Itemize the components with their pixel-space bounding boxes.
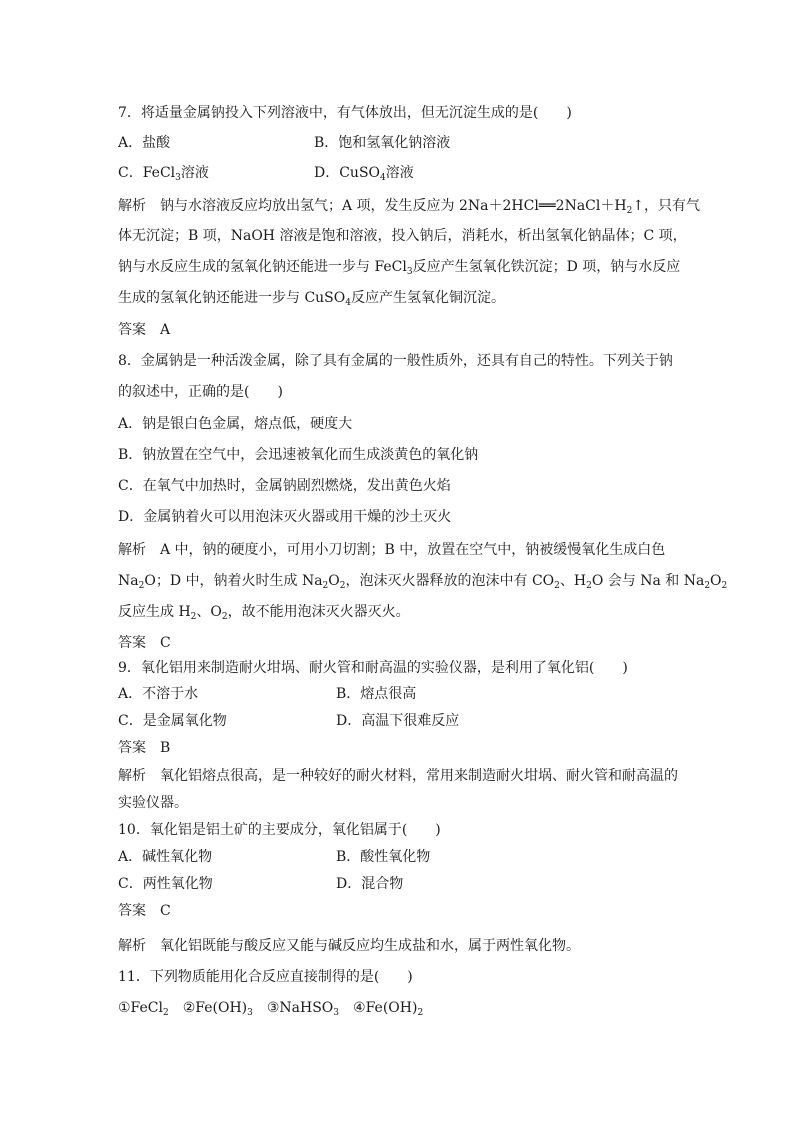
q8-stem-line2: 的叙述中，正确的是( ) xyxy=(118,384,283,400)
explanation-label: 解析 xyxy=(118,542,146,558)
q8-option-b: B．钠放置在空气中，会迅速被氧化而生成淡黄色的氧化钠 xyxy=(118,447,479,463)
q9-option-b: B．熔点很高 xyxy=(336,686,417,702)
q7-option-b: B．饱和氢氧化钠溶液 xyxy=(314,135,451,151)
answer-label: 答案 xyxy=(118,740,146,756)
q11-item-1: ①FeCl$_2$ xyxy=(118,1000,169,1018)
explanation-label: 解析 xyxy=(118,768,146,784)
q8-option-d: D．金属钠着火可以用泡沫灭火器或用干燥的沙土灭火 xyxy=(118,509,452,525)
q9-option-d: D．高温下很难反应 xyxy=(336,713,460,729)
q7-stem: 7．将适量金属钠投入下列溶液中，有气体放出，但无沉淀生成的是( ) xyxy=(118,105,572,121)
answer-label: 答案 xyxy=(118,903,146,919)
answer-label: 答案 xyxy=(118,322,146,338)
q10-option-b: B．酸性氧化物 xyxy=(336,849,431,865)
answer-label: 答案 xyxy=(118,635,146,651)
q8-option-a: A．钠是银白色金属，熔点低，硬度大 xyxy=(118,416,353,432)
q10-answer: 答案 C xyxy=(118,903,171,919)
q7-explanation-line1: 解析 钠与水溶液反应均放出氢气；A 项，发生反应为 $2Na+2HCl══2NaCl+H_2↑$，只有气 xyxy=(118,198,701,216)
q8-option-c: C．在氧气中加热时，金属钠剧烈燃烧，发出黄色火焰 xyxy=(118,478,451,494)
q8-explanation-line3: 反应生成 $H_2$、$O_2$，故不能用泡沫灭火器灭火。 xyxy=(118,604,410,622)
q11-item-3: ③NaHSO$_3$ xyxy=(266,1000,340,1018)
q10-explanation: 解析 氧化铝既能与酸反应又能与碱反应均生成盐和水，属于两性氧化物。 xyxy=(118,938,580,954)
q9-option-a: A．不溶于水 xyxy=(118,686,199,702)
explanation-label: 解析 xyxy=(118,198,146,214)
q9-stem: 9．氧化铝用来制造耐火坩埚、耐火管和耐高温的实验仪器，是利用了氧化铝( ) xyxy=(118,660,628,676)
q7-option-c: C．FeCl$_3$溶液 xyxy=(118,165,209,183)
q10-option-d: D．混合物 xyxy=(336,876,404,892)
q11-stem: 11．下列物质能用化合反应直接制得的是( ) xyxy=(118,969,413,985)
q7-answer: 答案 A xyxy=(118,322,171,338)
q7-explanation-line4: 生成的氢氧化钠还能进一步与 CuSO$_4$反应产生氢氧化铜沉淀。 xyxy=(118,290,505,308)
q11-item-4: $④Fe(OH)_2$ xyxy=(353,1000,424,1018)
q9-answer: 答案 B xyxy=(118,740,171,756)
q10-option-a: A．碱性氧化物 xyxy=(118,849,213,865)
q11-options xyxy=(118,998,423,1018)
q7-option-a: A．盐酸 xyxy=(118,135,171,151)
q7-explanation-line2: 体无沉淀；B 项，NaOH 溶液是饱和溶液，投入钠后，消耗水，析出氢氧化钠晶体；C 项， xyxy=(118,228,687,244)
explanation-label: 解析 xyxy=(118,938,146,954)
q11-item-2: $②Fe(OH)_3$ xyxy=(182,1000,253,1018)
q7-explanation-line3: 钠与水反应生成的氢氧化钠还能进一步与 FeCl$_3$反应产生氢氧化铁沉淀；D 项，钠与水反应 xyxy=(118,259,681,277)
q10-stem: 10．氧化铝是铝土矿的主要成分，氧化铝属于( ) xyxy=(118,822,441,838)
q7-option-d: D．CuSO$_4$溶液 xyxy=(314,165,414,183)
q8-explanation-line2: $Na_2O$；D 中，钠着火时生成 $Na_2O_2$，泡沫灭火器释放的泡沫中有 $CO_2$、$H_2O$ 会与 Na 和 $Na_2O_2$ xyxy=(118,573,728,591)
q8-stem-line1: 8．金属钠是一种活泼金属，除了具有金属的一般性质外，还具有自己的特性。下列关于钠 xyxy=(118,353,673,369)
q8-answer: 答案 C xyxy=(118,635,171,651)
q9-explanation-line1: 解析 氧化铝熔点很高，是一种较好的耐火材料，常用来制造耐火坩埚、耐火管和耐高温的 xyxy=(118,768,678,784)
q9-option-c: C．是金属氧化物 xyxy=(118,713,227,729)
q10-option-c: C．两性氧化物 xyxy=(118,876,213,892)
q8-explanation-line1: 解析 A 中，钠的硬度小，可用小刀切割；B 中，放置在空气中，钠被缓慢氧化生成白色 xyxy=(118,542,666,558)
q9-explanation-line2: 实验仪器。 xyxy=(118,795,188,811)
